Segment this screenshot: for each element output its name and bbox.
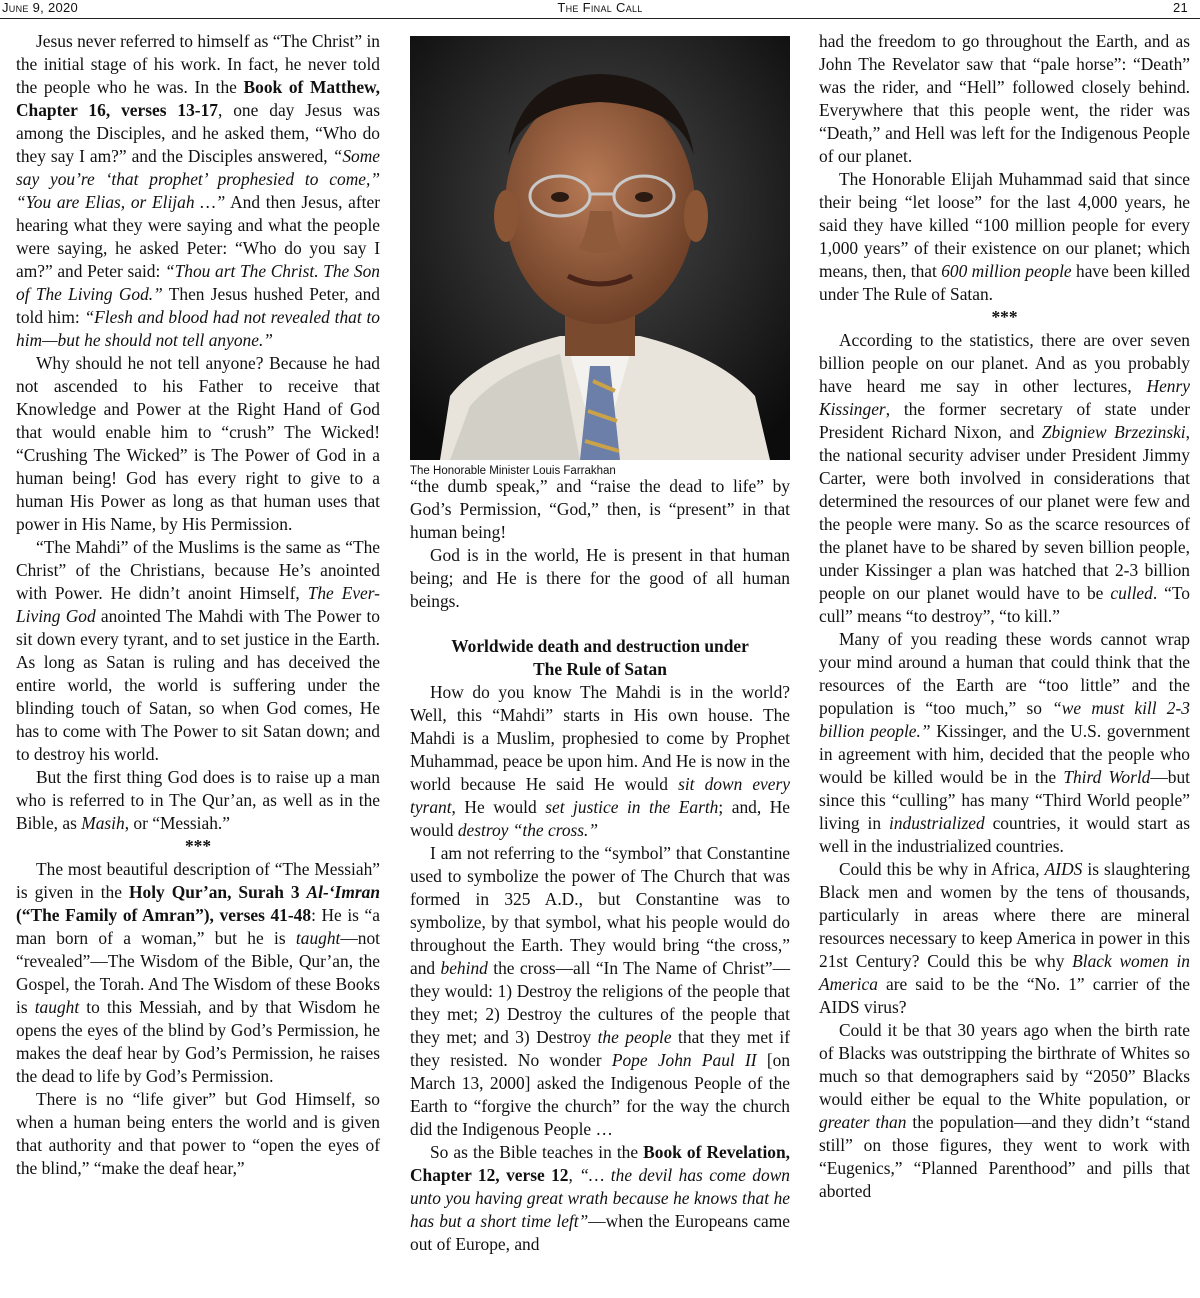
- paragraph-continued: had the freedom to go throughout the Earth, and as John The Revelator saw that “pale horse”: “Death” was the rider, and “Hell” followed closely behind. Everywhere that this people went, the rider was “Death,” and Hell was left for the Indigenous People of our planet.: [819, 31, 1190, 166]
- paragraph: I am not referring to the “symbol” that Constantine used to symbolize the power of The Church that was formed in 325 A.D., but Constantine was to symbolize, by that symbol, what his people would do throughout the Earth. They would bring “the cross,” and behind the cross—all “In The Name of Christ”—they would: 1) Destroy the religions of the people that they met; 2) Destroy the cultures of the people that they met; and 3) Destroy the people that they met if they resisted. No wonder Pope John Paul II [on March 13, 2000] asked the Indigenous People of the Earth to “forgive the church” for the way the church did the Indigenous People …: [410, 843, 791, 1139]
- paragraph: Why should he not tell anyone? Because he had not ascended to his Father to receive that Knowledge and Power at the Right Hand of God that would enable him to “crush” The Wicked! “Crushing The Wicked” is The Power of God in a human being! God has every right to give to a human His Power as long as that human uses that power in His Name, by His Permission.: [16, 353, 380, 534]
- paragraph: “The Mahdi” of the Muslims is the same as “The Christ” of the Christians, because He’s anointed with Power. He didn’t anoint Himself, The Ever-Living God anointed The Mahdi with The Power to sit down every tyrant, and to set justice in the Earth. As long as Satan is ruling and has deceived the entire world, the world is suffering under the blinding touch of Satan, so when God comes, He has to come with The Power to sit Satan down; and to destroy his world.: [16, 537, 381, 764]
- paragraph: So as the Bible teaches in the Book of Revelation, Chapter 12, verse 12, “… the devil has come down unto you having great wrath because he knows that he has but a short time left”—when the Europeans came out of Europe, and: [410, 1142, 791, 1254]
- publication-name: The Final Call: [557, 0, 643, 15]
- paragraph: God is in the world, He is present in that human being; and He is there for the good of all human beings.: [410, 545, 790, 611]
- article-column-2: [410, 475, 790, 1256]
- portrait-photo: [410, 36, 790, 460]
- paragraph: How do you know The Mahdi is in the world? Well, this “Mahdi” starts in His own house. The Mahdi is a Muslim, prophesied to come by Prophet Muhammad, peace be upon him. And He is now in the world because He said He would sit down every tyrant, He would set justice in the Earth; and, He would destroy “the cross.”: [410, 682, 790, 840]
- page-header: [0, 0, 1200, 19]
- issue-date: June 9, 2020: [2, 0, 79, 15]
- paragraph: Jesus never referred to himself as “The Christ” in the initial stage of his work. In fact, he never told the people who he was. In the Book of Matthew, Chapter 16, verses 13-17, one day Jesus was among the Disciples, and he asked them, “Who do they say I am?” and the Disciples answered, “Some say you’re ‘that prophet’ prophesied to come,” “You are Elias, or Elijah …” And then Jesus, after hearing what they were saying and what the people were saying, he asked Peter: “Who do you say I am?” and Peter said: “Thou art The Christ. The Son of The Living God.” Then Jesus hushed Peter, and told him: “Flesh and blood had not revealed that to him—but he should not tell anyone.”: [16, 31, 380, 350]
- photo-caption: The Honorable Minister Louis Farrakhan: [410, 465, 616, 477]
- paragraph: The Honorable Elijah Muhammad said that since their being “let loose” for the last 4,000 years, he said they have killed “100 million people for every 1,000 years” of their existence on our planet; which means, then, that 600 million people have been killed under The Rule of Satan.: [819, 169, 1190, 304]
- paragraph: Could this be why in Africa, AIDS is slaughtering Black men and women by the tens of thousands, particularly in areas where there are mineral resources necessary to keep America in power in this 21st Century? Could this be why Black women in America are said to be the “No. 1” carrier of the AIDS virus?: [819, 859, 1191, 1017]
- portrait-illustration: [410, 36, 790, 460]
- page-number: 21: [1172, 0, 1188, 15]
- paragraph: Many of you reading these words cannot wrap your mind around a human that could think that the resources of the Earth are “too little” and the population is “too much,” so “we must kill 2-3 billion people.” Kissinger, and the U.S. government in agreement with him, decided that the people who would be killed would be in the Third World—but since this “culling” has many “Third World people” living in industrialized countries, it would start as well in the industrialized countries.: [819, 629, 1190, 856]
- subheading: Worldwide death and destruction under The Rule of Satan: [451, 636, 749, 679]
- paragraph: The most beautiful description of “The Messiah” is given in the Holy Qur’an, Surah 3 Al-‘Imran (“The Family of Amran”), verses 41-48: He is “a man born of a woman,” but he is taught—not “revealed”—The Wisdom of the Bible, Qur’an, the Gospel, the Torah. And The Wisdom of these Books is taught to this Messiah, and by that Wisdom he opens the eyes of the blind by God’s Permission, he makes the deaf hear by God’s Permission, he raises the dead to life by God’s Permission.: [16, 859, 380, 1086]
- paragraph: But the first thing God does is to raise up a man who is referred to in The Qur’an, as well as in the Bible, as Masih, or “Messiah.”: [16, 767, 380, 833]
- paragraph-continued: “the dumb speak,” and “raise the dead to life” by God’s Permission, “God,” then, is “present” in that human being!: [410, 476, 790, 542]
- paragraph: Could it be that 30 years ago when the birth rate of Blacks was outstripping the birthrate of Whites so much so that demographers said by “2050” Blacks would either be equal to the White population, or greater than the population—and they didn’t “stand still” on those figures, they went to work with “Eugenics,” “Planned Parenthood” and pills that aborted: [819, 1020, 1190, 1201]
- article-column-3: [819, 30, 1190, 1203]
- article-column-1: [16, 30, 380, 1180]
- section-divider: ***: [991, 307, 1018, 327]
- section-divider: ***: [184, 836, 212, 856]
- paragraph: According to the statistics, there are over seven billion people on our planet. And as you probably have heard me say in other lectures, Henry Kissinger, the former secretary of state under President Richard Nixon, and Zbigniew Brzezinski, the national security adviser under President Jimmy Carter, were both involved in considerations that determined the resources of our planet were few and the people were many. So as the scarce resources of the planet have to be shared by seven billion people, under Kissinger a plan was hatched that 2-3 billion people on our planet would have to be culled. “To cull” means “to destroy”, “to kill.”: [819, 330, 1191, 626]
- paragraph: There is no “life giver” but God Himself, so when a human being enters the world and is given that authority and that power to “open the eyes of the blind,” “make the deaf hear,”: [16, 1089, 380, 1178]
